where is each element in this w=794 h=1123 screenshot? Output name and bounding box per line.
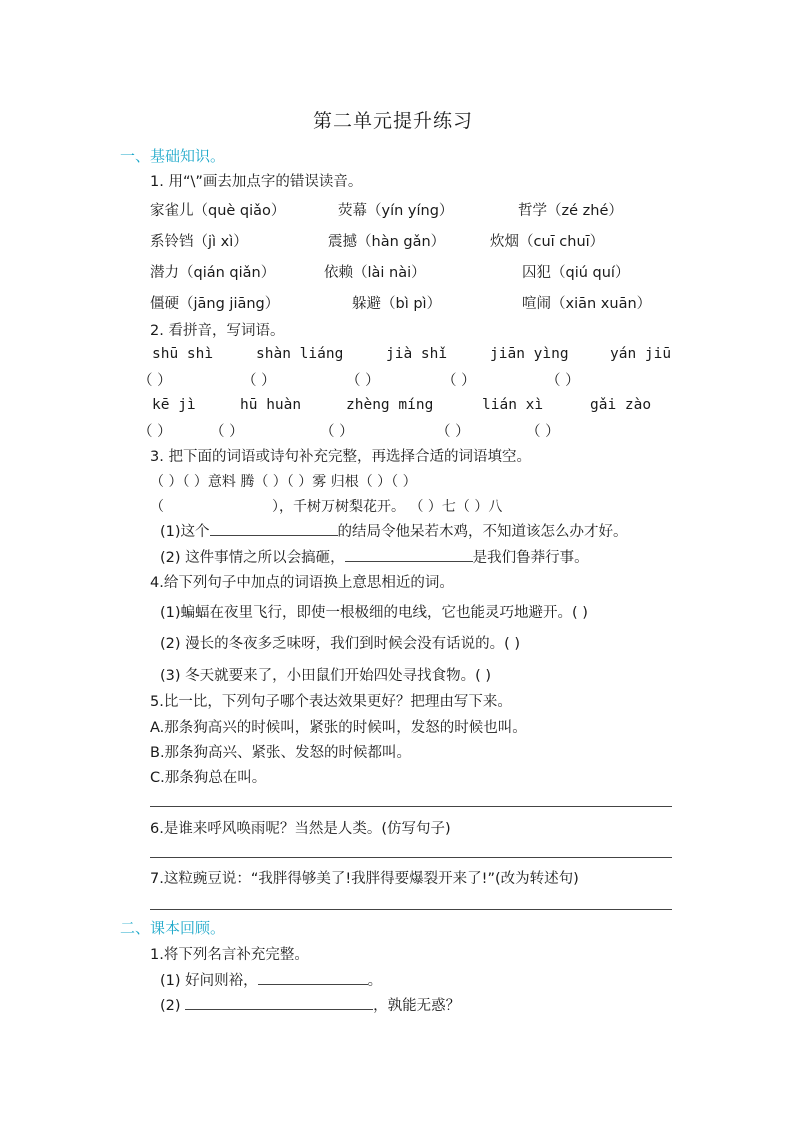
q5-option-c: C.那条狗总在叫。 [150, 770, 267, 786]
q3-paren-open: （ [150, 499, 164, 515]
q3-fill-line[interactable] [150, 496, 502, 516]
q5-option-a: A.那条狗高兴的时候叫，紧张的时候叫，发怒的时候也叫。 [150, 720, 527, 736]
page-title: 第二单元提升练习 [313, 110, 474, 132]
q4-sentence-2[interactable]: (2) 漫长的冬夜多乏味呀，我们到时候会没有话说的。( ) [160, 636, 521, 652]
q2-prompt: 2. 看拼音，写词语。 [150, 323, 285, 339]
q5-prompt: 5.比一比，下列句子哪个表达效果更好？把理由写下来。 [150, 694, 512, 710]
blank-line[interactable] [185, 995, 373, 1010]
answer-line[interactable] [150, 857, 672, 858]
q1-prompt: 1. 用“\”画去加点字的错误读音。 [150, 174, 363, 190]
q5-option-b: B.那条狗高兴、紧张、发怒的时候都叫。 [150, 745, 412, 761]
pinyin: jià shǐ [386, 346, 448, 362]
answer-paren[interactable]: （ ） [320, 424, 354, 440]
q3-prompt: 3. 把下面的词语或诗句补充完整，再选择合适的词语填空。 [150, 449, 531, 465]
pinyin: jiān yìng [490, 346, 569, 362]
q1-item: 囚犯（qiú quí） [522, 265, 630, 281]
answer-line[interactable] [150, 806, 672, 807]
section-heading-basics: 一、基础知识。 [120, 147, 226, 165]
q3-sentence-1: (1)这个 的结局令他呆若木鸡，不知道该怎么办才好。 [160, 520, 628, 541]
q6-prompt: 6.是谁来呼风唤雨呢？当然是人类。(仿写句子) [150, 821, 451, 837]
q1-item: 依赖（lài nài） [324, 265, 426, 281]
q1-item: 荧幕（yín yíng） [338, 203, 454, 219]
q1-item: 家雀儿（què qiǎo） [150, 203, 286, 219]
section-heading-review: 二、课本回顾。 [120, 919, 226, 937]
answer-paren[interactable]: （ ） [210, 424, 244, 440]
pinyin: gǎi zào [590, 397, 652, 413]
pinyin: yán jiū [610, 346, 672, 362]
answer-paren[interactable]: （ ） [138, 373, 172, 389]
answer-paren[interactable]: （ ） [242, 373, 276, 389]
q1-item: 喧闹（xiān xuān） [522, 296, 652, 312]
pinyin: shū shì [152, 346, 214, 362]
q1-item: 僵硬（jāng jiāng） [150, 296, 280, 312]
pinyin: shàn liáng [256, 346, 344, 362]
r1-sentence-2: (2) ，孰能无惑？ [160, 994, 460, 1015]
r1-sentence-1: (1) 好问则裕， 。 [160, 969, 382, 990]
r1-prompt: 1.将下列名言补充完整。 [150, 947, 309, 963]
q1-item: 哲学（zé zhé） [518, 203, 623, 219]
answer-paren[interactable]: （ ） [346, 373, 380, 389]
blank-line[interactable] [345, 547, 473, 562]
answer-paren[interactable]: （ ） [442, 373, 476, 389]
answer-paren[interactable]: （ ） [546, 373, 580, 389]
q1-item: 震撼（hàn gǎn） [328, 234, 446, 250]
answer-line[interactable] [150, 909, 672, 910]
q1-item: 潜力（qián qiǎn） [150, 265, 276, 281]
q4-prompt: 4.给下列句子中加点的词语换上意思相近的词。 [150, 575, 454, 591]
q7-prompt: 7.这粒豌豆说：“我胖得够美了!我胖得要爆裂开来了!”(改为转述句) [150, 871, 579, 887]
q3-fill-line[interactable]: （ ）（ ）意料 腾（ ）（ ）雾 归根（ ）（ ） [150, 474, 417, 490]
blank-line[interactable] [258, 970, 368, 985]
pinyin: zhèng míng [346, 397, 434, 413]
q1-item: 系铃铛（jì xì） [150, 234, 248, 250]
q3-sentence-2: (2) 这件事情之所以会搞砸， 是我们鲁莽行事。 [160, 546, 589, 567]
pinyin: lián xì [482, 397, 544, 413]
q1-item: 躲避（bì pì） [352, 296, 442, 312]
answer-paren[interactable]: （ ） [436, 424, 470, 440]
q4-sentence-3[interactable]: (3) 冬天就要来了，小田鼠们开始四处寻找食物。( ) [160, 668, 492, 684]
q3-poem-text: ），千树万树梨花开。 （ ）七（ ）八 [272, 499, 503, 515]
q4-sentence-1[interactable]: (1)蝙蝠在夜里飞行，即使一根极细的电线，它也能灵巧地避开。( ) [160, 605, 588, 621]
blank-line[interactable] [210, 521, 338, 536]
pinyin: hū huàn [240, 397, 302, 413]
answer-paren[interactable]: （ ） [138, 424, 172, 440]
pinyin: kē jì [152, 397, 196, 413]
q1-item: 炊烟（cuī chuī） [490, 234, 605, 250]
answer-paren[interactable]: （ ） [526, 424, 560, 440]
